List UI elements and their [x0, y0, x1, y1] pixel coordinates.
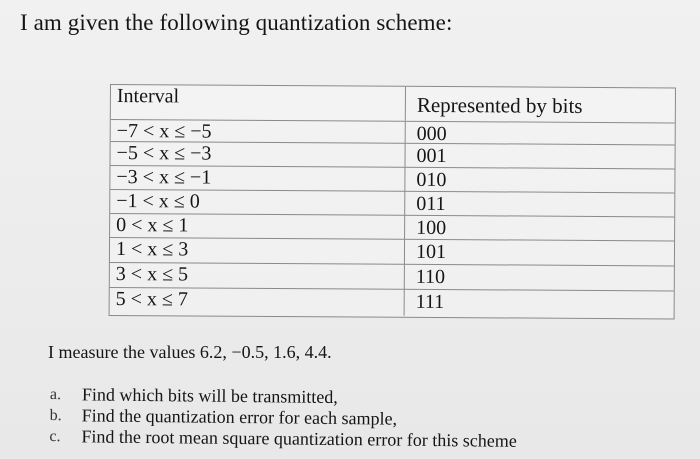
- interval-cell: 0 < x ≤ 1: [110, 214, 405, 240]
- interval-cell: 5 < x ≤ 7: [110, 288, 405, 316]
- interval-cell: −5 < x ≤ −3: [110, 142, 405, 168]
- bits-cell: 011: [416, 192, 446, 216]
- bits-cell: 101: [415, 240, 447, 264]
- quantization-table: [109, 84, 676, 319]
- header-bits: Represented by bits: [416, 92, 583, 118]
- question-item: [49, 426, 517, 452]
- question-letter: a.: [49, 385, 62, 404]
- interval-cell: 3 < x ≤ 5: [110, 263, 405, 290]
- question-letter: b.: [49, 406, 62, 425]
- interval-cell: −1 < x ≤ 0: [110, 190, 405, 216]
- bits-cell: 100: [416, 216, 447, 240]
- measurement-text: I measure the values 6.2, −0.5, 1.6, 4.4.: [48, 342, 332, 362]
- interval-cell: 1 < x ≤ 3: [110, 238, 405, 265]
- bits-cell: 111: [415, 290, 445, 314]
- bits-cell: 000: [416, 122, 447, 146]
- table-header-row: [111, 85, 675, 122]
- table-row: [110, 287, 674, 317]
- interval-cell: −7 < x ≤ −5: [111, 120, 406, 144]
- bits-cell: 010: [416, 168, 447, 192]
- page-heading: I am given the following quantization scheme:: [20, 10, 453, 35]
- question-list: [49, 384, 517, 452]
- question-text: Find which bits will be transmitted,: [81, 384, 338, 408]
- bits-cell: 001: [416, 144, 447, 168]
- interval-cell: −3 < x ≤ −1: [110, 166, 405, 192]
- question-text: Find the root mean square quantization error for this scheme: [81, 426, 517, 451]
- question-letter: c.: [49, 427, 61, 446]
- header-interval: Interval: [111, 85, 406, 121]
- bits-cell: 110: [415, 265, 446, 289]
- question-text: Find the quantization error for each sample,: [81, 405, 398, 429]
